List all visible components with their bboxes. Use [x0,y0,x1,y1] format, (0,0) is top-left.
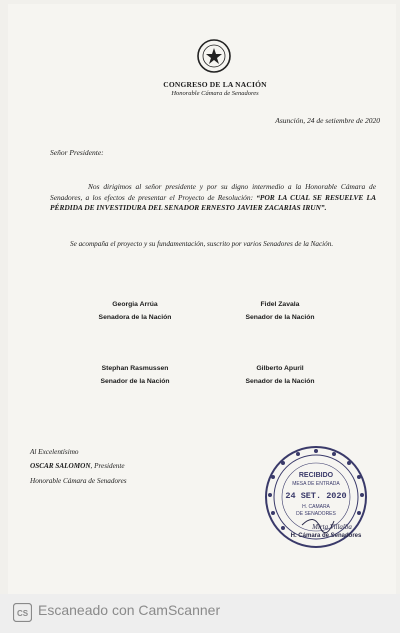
camscanner-logo-icon [13,603,32,622]
signer-name: Georgia Arrúa [112,301,158,308]
institution-name: CONGRESO DE LA NACIÓN [163,80,267,89]
signature-block [70,298,200,324]
addressee-title: , Presidente [90,462,125,470]
letter-date: Asunción, 24 de setiembre de 2020 [275,116,380,125]
stamp-received: RECIBIDO [298,472,334,479]
stamp-signature: Mirta Villalba [312,523,352,531]
addressee-name: OSCAR SALOMON [30,462,91,470]
letter-body [50,182,376,214]
stamp-chamber-2: DE SENADORES [296,511,336,517]
attachment-note: Se acompaña el proyecto y su fundamentación, suscrito por varios Senadores de la Nación. [70,240,334,248]
signature-block [215,298,345,324]
signer-role: Senador de la Nación [100,378,170,385]
signer-name: Gilberto Apuril [256,365,304,372]
signer-role: Senador de la Nación [245,378,315,385]
scanner-text: Escaneado con CamScanner [38,602,221,618]
signer-role: Senadora de la Nación [98,314,172,321]
signature-block [70,362,200,388]
resolution-title: “POR LA CUAL SE RESUELVE LA PÉRDIDA DE INVESTIDURA DEL SENADOR ERNESTO JAVIER ZACARIAS IRUN”. [50,192,376,212]
signer-name: Fidel Zavala [260,301,300,308]
addressee-institution: Honorable Cámara de Senadores [30,477,127,485]
addressee-greeting: Al Excelentísimo [30,448,79,456]
stamp-chamber: H. CAMARA [302,504,330,510]
signature-block [215,362,345,388]
national-seal-icon [196,38,232,74]
institution-subtitle: Honorable Cámara de Senadores [171,90,259,97]
stamp-desk: MESA DE ENTRADA [292,481,340,487]
logo-label: CS [16,609,29,618]
signer-name: Stephan Rasmussen [101,365,169,372]
addressee-line [30,462,125,470]
salutation: Señor Presidente: [50,148,104,157]
signer-role: Senador de la Nación [245,314,315,321]
body-intro: Nos dirigimos al señor presidente y por su digno intermedio a la Honorable Cámara de Senadores, a los efectos de presentar el Proyecto de Resolución: [50,182,376,202]
stamp-date: 24 SET. 2020 [285,491,347,501]
stamp-organization: H. Cámara de Senadores [290,533,362,539]
